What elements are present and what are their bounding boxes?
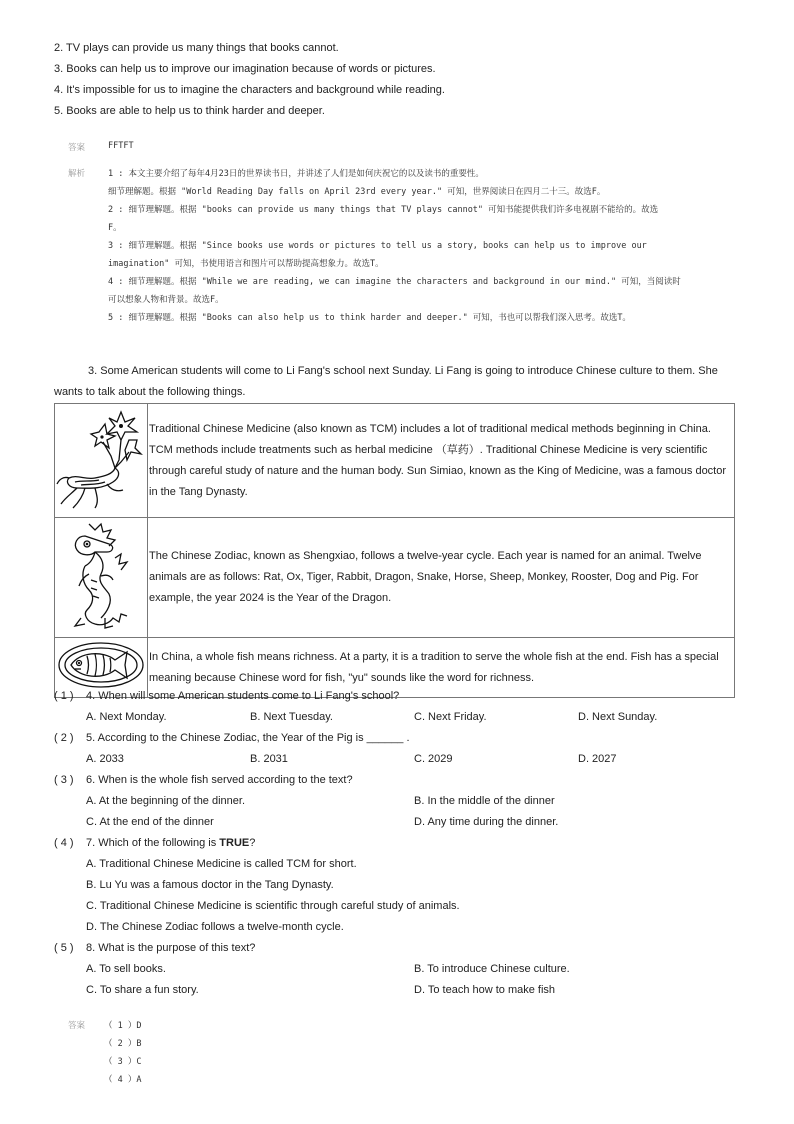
statement-5: 5. Books are able to help us to think harder and deeper. — [54, 105, 325, 117]
analysis-line: 4 : 细节理解题。根据 "While we are reading, we can imagine the characters and background in our mind." 可知，当阅读时 — [108, 277, 681, 287]
question-text: 4. When will some American students come to Li Fang's school? — [86, 690, 400, 702]
option-d[interactable]: D. 2027 — [578, 753, 617, 765]
option-b[interactable]: B. To introduce Chinese culture. — [414, 963, 570, 975]
dragon-illustration — [55, 518, 148, 638]
question-number: ( 1 ) — [54, 690, 74, 702]
option-b[interactable]: B. In the middle of the dinner — [414, 795, 555, 807]
fish-text: In China, a whole fish means richness. At a party, it is a tradition to serve the whole fish at the end. Fish has a special meaning because Chinese word for fish, "yu" sounds like the word for richness. — [148, 638, 735, 698]
question-number: ( 4 ) — [54, 837, 74, 849]
answer-item: （ 4 ）A — [104, 1075, 142, 1085]
answer-item: （ 1 ）D — [104, 1021, 142, 1031]
passage-intro: 3. Some American students will come to Li Fang's school next Sunday. Li Fang is going to introduce Chinese culture to them. She wants to talk about the following things. — [54, 365, 718, 398]
option-d[interactable]: D. Next Sunday. — [578, 711, 658, 723]
option-b[interactable]: B. 2031 — [250, 753, 288, 765]
fish-plate-illustration — [55, 638, 148, 698]
analysis-line: 2 : 细节理解题。根据 "books can provide us many things that TV plays cannot" 可知书能提供我们许多电视剧不能给的。故选 — [108, 205, 659, 215]
analysis-label: 解析 — [68, 169, 86, 179]
answer-label: 答案 — [68, 143, 86, 153]
answer-value: FFTFT — [108, 141, 134, 151]
question-text: 6. When is the whole fish served according to the text? — [86, 774, 353, 786]
herb-plant-illustration — [55, 404, 148, 518]
option-a[interactable]: A. To sell books. — [86, 963, 166, 975]
question-text: 8. What is the purpose of this text? — [86, 942, 256, 954]
culture-table — [54, 403, 735, 698]
analysis-line: 可以想象人物和背景。故选F。 — [108, 295, 224, 305]
option-b[interactable]: B. Next Tuesday. — [250, 711, 333, 723]
question-text-pre: 7. Which of the following is — [86, 837, 220, 849]
tcm-text: Traditional Chinese Medicine (also known as TCM) includes a lot of traditional medical methods beginning in China. TCM methods include treatments such as herbal medicine （草药）. Traditional Chinese Medicine is very scientific through careful study of nature and the human body. Sun Simiao, known as the King of Medicine, was a famous doctor in the Tang Dynasty. — [148, 404, 735, 518]
option-c[interactable]: C. Next Friday. — [414, 711, 487, 723]
analysis-line: 细节理解题。根据 "World Reading Day falls on April 23rd every year." 可知，世界阅读日在四月二十三。故选F。 — [108, 187, 606, 197]
analysis-line: F。 — [108, 223, 122, 233]
option-c[interactable]: C. To share a fun story. — [86, 984, 199, 996]
analysis-line: 3 : 细节理解题。根据 "Since books use words or pictures to tell us a story, books can help us to improve our — [108, 241, 647, 251]
answer-label: 答案 — [68, 1021, 86, 1031]
statement-3: 3. Books can help us to improve our imagination because of words or pictures. — [54, 63, 436, 75]
option-c[interactable]: C. 2029 — [414, 753, 453, 765]
option-c[interactable]: C. At the end of the dinner — [86, 816, 214, 828]
analysis-line: 5 : 细节理解题。根据 "Books can also help us to think harder and deeper." 可知，书也可以帮我们深入思考。故选T。 — [108, 313, 631, 323]
answer-item: （ 3 ）C — [104, 1057, 142, 1067]
statement-4: 4. It's impossible for us to imagine the characters and background while reading. — [54, 84, 445, 96]
option-a[interactable]: A. Next Monday. — [86, 711, 167, 723]
analysis-line: 1 : 本文主要介绍了每年4月23日的世界读书日，并讲述了人们是如何庆祝它的以及读书的重要性。 — [108, 169, 484, 179]
option-c[interactable]: C. Traditional Chinese Medicine is scientific through careful study of animals. — [86, 900, 460, 912]
table-row — [55, 404, 735, 518]
option-a[interactable]: A. At the beginning of the dinner. — [86, 795, 246, 807]
table-row — [55, 518, 735, 638]
option-a[interactable]: A. Traditional Chinese Medicine is called TCM for short. — [86, 858, 357, 870]
zodiac-text: The Chinese Zodiac, known as Shengxiao, follows a twelve-year cycle. Each year is named for an animal. Twelve animals are as follows: Rat, Ox, Tiger, Rabbit, Dragon, Snake, Horse, Sheep, Monkey, Rooster, Dog and Pig. For example, the year 2024 is the Year of the Dragon. — [148, 518, 735, 638]
option-b[interactable]: B. Lu Yu was a famous doctor in the Tang Dynasty. — [86, 879, 334, 891]
question-number: ( 2 ) — [54, 732, 74, 744]
option-a[interactable]: A. 2033 — [86, 753, 124, 765]
question-text: 5. According to the Chinese Zodiac, the Year of the Pig is ______ . — [86, 732, 410, 744]
answer-item: （ 2 ）B — [104, 1039, 142, 1049]
table-row — [55, 638, 735, 698]
option-d[interactable]: D. Any time during the dinner. — [414, 816, 559, 828]
option-d[interactable]: D. The Chinese Zodiac follows a twelve-month cycle. — [86, 921, 344, 933]
question-text — [86, 837, 255, 849]
option-d[interactable]: D. To teach how to make fish — [414, 984, 556, 996]
statement-2: 2. TV plays can provide us many things that books cannot. — [54, 42, 339, 54]
question-text-post: ? — [249, 837, 256, 849]
question-number: ( 5 ) — [54, 942, 74, 954]
question-text-bold: TRUE — [219, 837, 250, 849]
analysis-line: imagination" 可知，书使用语言和图片可以帮助提高想象力。故选T。 — [108, 259, 384, 269]
question-number: ( 3 ) — [54, 774, 74, 786]
